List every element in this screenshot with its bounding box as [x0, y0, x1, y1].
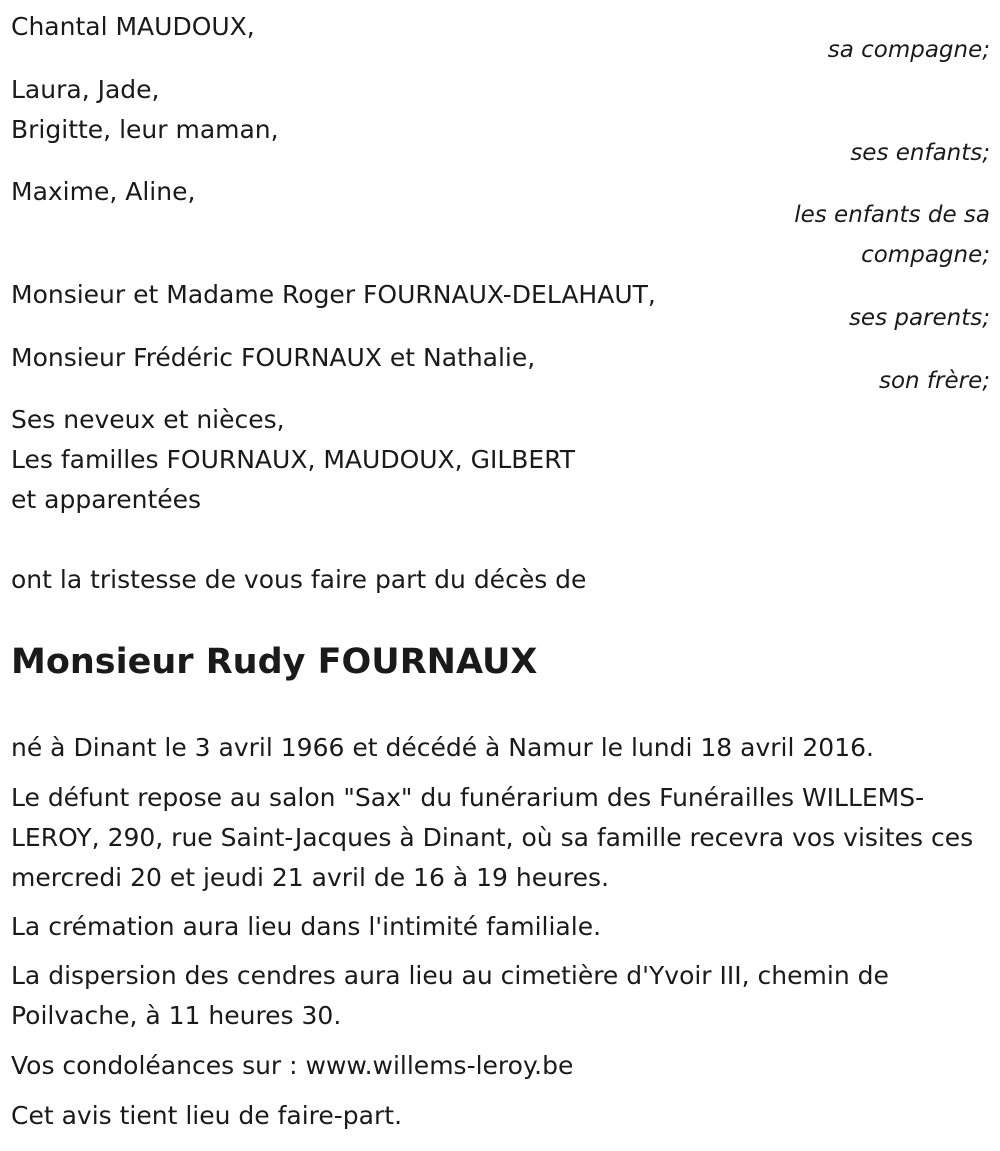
children-line-1: Laura, Jade,: [11, 75, 160, 104]
children-relation: ses enfants;: [850, 140, 990, 166]
brother-relation: son frère;: [878, 368, 990, 394]
stepchildren-name: Maxime, Aline,: [11, 177, 196, 206]
parents-name: Monsieur et Madame Roger FOURNAUX-DELAHAUT,: [11, 280, 656, 309]
condolences-paragraph: Vos condoléances sur : www.willems-leroy.be: [11, 1051, 574, 1080]
others-line-2: Les familles FOURNAUX, MAUDOUX, GILBERT: [11, 445, 576, 474]
stepchildren-relation-line-2: compagne;: [861, 242, 990, 268]
others-line-1: Ses neveux et nièces,: [11, 405, 285, 434]
others-line-3: et apparentées: [11, 485, 202, 514]
notice-paragraph: Cet avis tient lieu de faire-part.: [11, 1101, 403, 1130]
parents-relation: ses parents;: [848, 305, 990, 331]
brother-name: Monsieur Frédéric FOURNAUX et Nathalie,: [11, 343, 536, 372]
companion-relation: sa compagne;: [827, 37, 990, 63]
companion-name: Chantal MAUDOUX,: [11, 12, 255, 41]
deceased-name: Monsieur Rudy FOURNAUX: [11, 642, 538, 682]
stepchildren-relation-line-1: les enfants de sa: [794, 202, 990, 228]
announcement-intro: ont la tristesse de vous faire part du décès de: [11, 565, 587, 594]
cremation-paragraph: La crémation aura lieu dans l'intimité familiale.: [11, 912, 602, 941]
visitation-paragraph: Le défunt repose au salon "Sax" du funérarium des Funérailles WILLEMS-LEROY, 290, rue Saint-Jacques à Dinant, où sa famille recevra vos visites ces mercredi 20 et jeudi 21 avril de 16 à 19 heures.: [11, 783, 974, 892]
children-line-2: Brigitte, leur maman,: [11, 115, 279, 144]
birth-death-paragraph: né à Dinant le 3 avril 1966 et décédé à Namur le lundi 18 avril 2016.: [11, 733, 874, 762]
dispersion-paragraph: La dispersion des cendres aura lieu au cimetière d'Yvoir III, chemin de Poilvache, à 11 heures 30.: [11, 961, 889, 1030]
